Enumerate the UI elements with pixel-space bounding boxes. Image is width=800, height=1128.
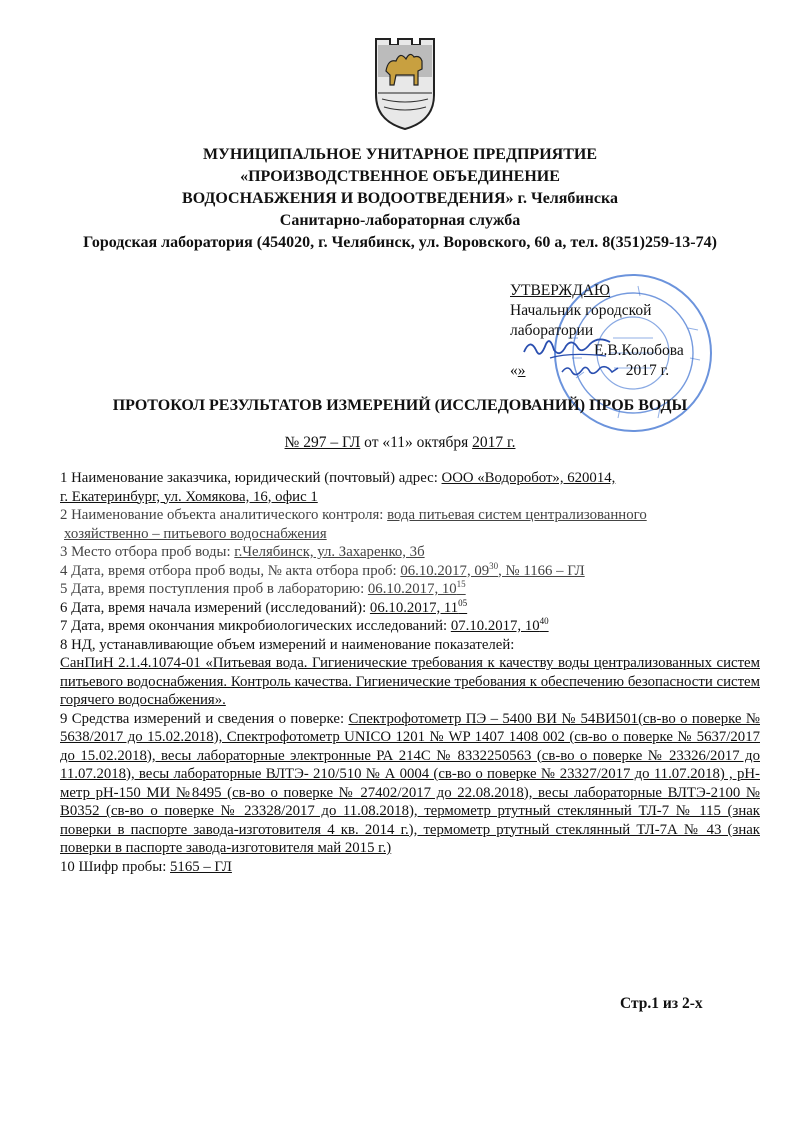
item-1	[60, 469, 760, 488]
item-8-value: СанПиН 2.1.4.1074-01 «Питьевая вода. Гигиенические требования к качеству воды централизованных систем питьевого водоснабжения. Контроль качества. Гигиенические требования к обеспечению безопасности систем горячего водоснабжения».	[60, 655, 760, 708]
item-6-value-text: 06.10.2017, 11	[369, 599, 459, 616]
item-5-label: 5 Дата, время поступления проб в лабораторию:	[60, 581, 368, 597]
item-2-cont	[60, 525, 760, 544]
item-5	[60, 580, 760, 599]
item-4-label: 4 Дата, время отбора проб воды, № акта отбора проб:	[60, 562, 401, 579]
protocol-number-line	[0, 434, 800, 452]
item-1-value-a: ООО «Водоробот», 620014,	[441, 470, 616, 486]
protocol-title: ПРОТОКОЛ РЕЗУЛЬТАТОВ ИЗМЕРЕНИЙ (ИССЛЕДОВАНИЙ) ПРОБ ВОДЫ	[112, 397, 688, 414]
approval-date	[510, 361, 770, 381]
approver-position-1: Начальник городской	[510, 302, 652, 319]
item-9-value: Спектрофотометр ПЭ – 5400 ВИ № 54ВИ501(св-во о поверке № 5638/2017 до 15.02.2018), Спектрофотометр UNICO 1201 № WP 1407 1408 002 (св-во о поверке № 5637/2017 до 15.02.2018), весы лабораторные электронные РА 214С № 8332250563 (св-во о поверке № 23326/2017 до 11.07.2018), весы лабораторные ВЛТЭ- 210/510 № А 0004 (св-во о поверке № 23327/2017 до 11.07.2018) , рН-метр рН-150 МИ №8495 (св-во о поверке № 27402/2017 до 22.08.2018), весы лабораторные ВЛТЭ-2100 № В0352 (св-во о поверке № 23328/2017 до 11.08.2018), термометр ртутный стеклянный ТЛ-7 № 115 (знак поверки в паспорте завода-изготовителя 4 кв. 2014 г.), термометр ртутный стеклянный ТЛ-7А № 43 (знак поверки в паспорте завода-изготовителя май 2015 г.)	[60, 710, 760, 856]
protocol-date-month: октября	[412, 434, 473, 451]
item-5-value	[368, 581, 466, 597]
org-line-1: МУНИЦИПАЛЬНОЕ УНИТАРНОЕ ПРЕДПРИЯТИЕ	[203, 146, 597, 163]
item-2-label: 2 Наименование объекта аналитического контроля:	[60, 507, 388, 523]
protocol-date-day: «11»	[382, 434, 413, 451]
protocol-from: от	[360, 434, 383, 451]
item-7-value-text: 07.10.2017, 10	[450, 618, 540, 634]
item-10-label: 10 Шифр пробы:	[60, 858, 171, 875]
protocol-date-year: 2017 г.	[472, 434, 516, 451]
item-1-value-b: г. Екатеринбург, ул. Хомякова, 16, офис 1	[60, 488, 318, 505]
item-5-value-text: 06.10.2017, 10	[367, 581, 457, 597]
page-number: Стр.1 из 2-х	[620, 995, 703, 1012]
item-10	[60, 858, 760, 877]
item-9	[60, 710, 760, 858]
item-7-sup: 40	[539, 616, 549, 627]
item-6-sup: 05	[458, 597, 468, 608]
item-6	[60, 599, 760, 618]
item-7-value	[451, 618, 549, 634]
item-1-cont	[60, 488, 760, 507]
approval-date-day: »	[517, 362, 526, 379]
item-7	[60, 617, 760, 636]
item-3-label: 3 Место отбора проб воды:	[60, 544, 235, 560]
item-6-value	[369, 597, 468, 616]
org-line-5: Городская лаборатория (454020, г. Челябинск, ул. Воровского, 60 а, тел. 8(351)259-13-74)	[83, 234, 717, 251]
item-3-value: г.Челябинск, ул. Захаренко, 3б	[234, 544, 425, 560]
org-line-4: Санитарно-лабораторная служба	[279, 212, 521, 229]
org-line-3: ВОДОСНАБЖЕНИЯ И ВОДООТВЕДЕНИЯ» г. Челябинска	[182, 190, 618, 207]
approver-position-2: лаборатории	[510, 322, 594, 339]
chelyabinsk-coat-of-arms-icon	[372, 35, 438, 131]
item-3	[60, 543, 760, 562]
item-6-label: 6 Дата, время начала измерений (исследований):	[60, 599, 370, 616]
item-4-sup: 30	[489, 560, 499, 571]
item-2-value-b: хозяйственно – питьевого водоснабжения	[64, 525, 327, 542]
item-4	[60, 562, 760, 581]
item-5-sup: 15	[456, 579, 466, 590]
protocol-body	[60, 469, 760, 876]
org-header	[40, 144, 760, 254]
org-line-2: «ПРОИЗВОДСТВЕННОЕ ОБЪЕДИНЕНИЕ	[240, 168, 560, 185]
item-2	[60, 506, 760, 525]
item-7-label: 7 Дата, время окончания микробиологических исследований:	[60, 618, 451, 634]
approve-heading: УТВЕРЖДАЮ	[510, 282, 610, 299]
item-4-value-b: , № 1166 – ГЛ	[498, 562, 585, 579]
item-4-value	[400, 560, 585, 579]
signature-icon	[520, 330, 615, 364]
handwritten-month-icon	[560, 360, 620, 380]
approval-date-year: 2017 г.	[625, 362, 670, 379]
approver-name: Е.В.Колобова	[594, 342, 684, 359]
protocol-number: № 297 – ГЛ	[284, 434, 361, 451]
item-2-value-a: вода питьевая систем централизованного	[387, 507, 647, 523]
item-9-label: 9 Средства измерений и сведения о поверке:	[60, 710, 349, 727]
item-1-label: 1 Наименование заказчика, юридический (почтовый) адрес:	[60, 470, 442, 486]
item-4-value-a: 06.10.2017, 09	[400, 562, 490, 579]
item-8-label: 8 НД, устанавливающие объем измерений и наименование показателей:	[60, 636, 515, 653]
approval-date-open: «	[510, 362, 518, 379]
item-10-value: 5165 – ГЛ	[170, 858, 232, 875]
